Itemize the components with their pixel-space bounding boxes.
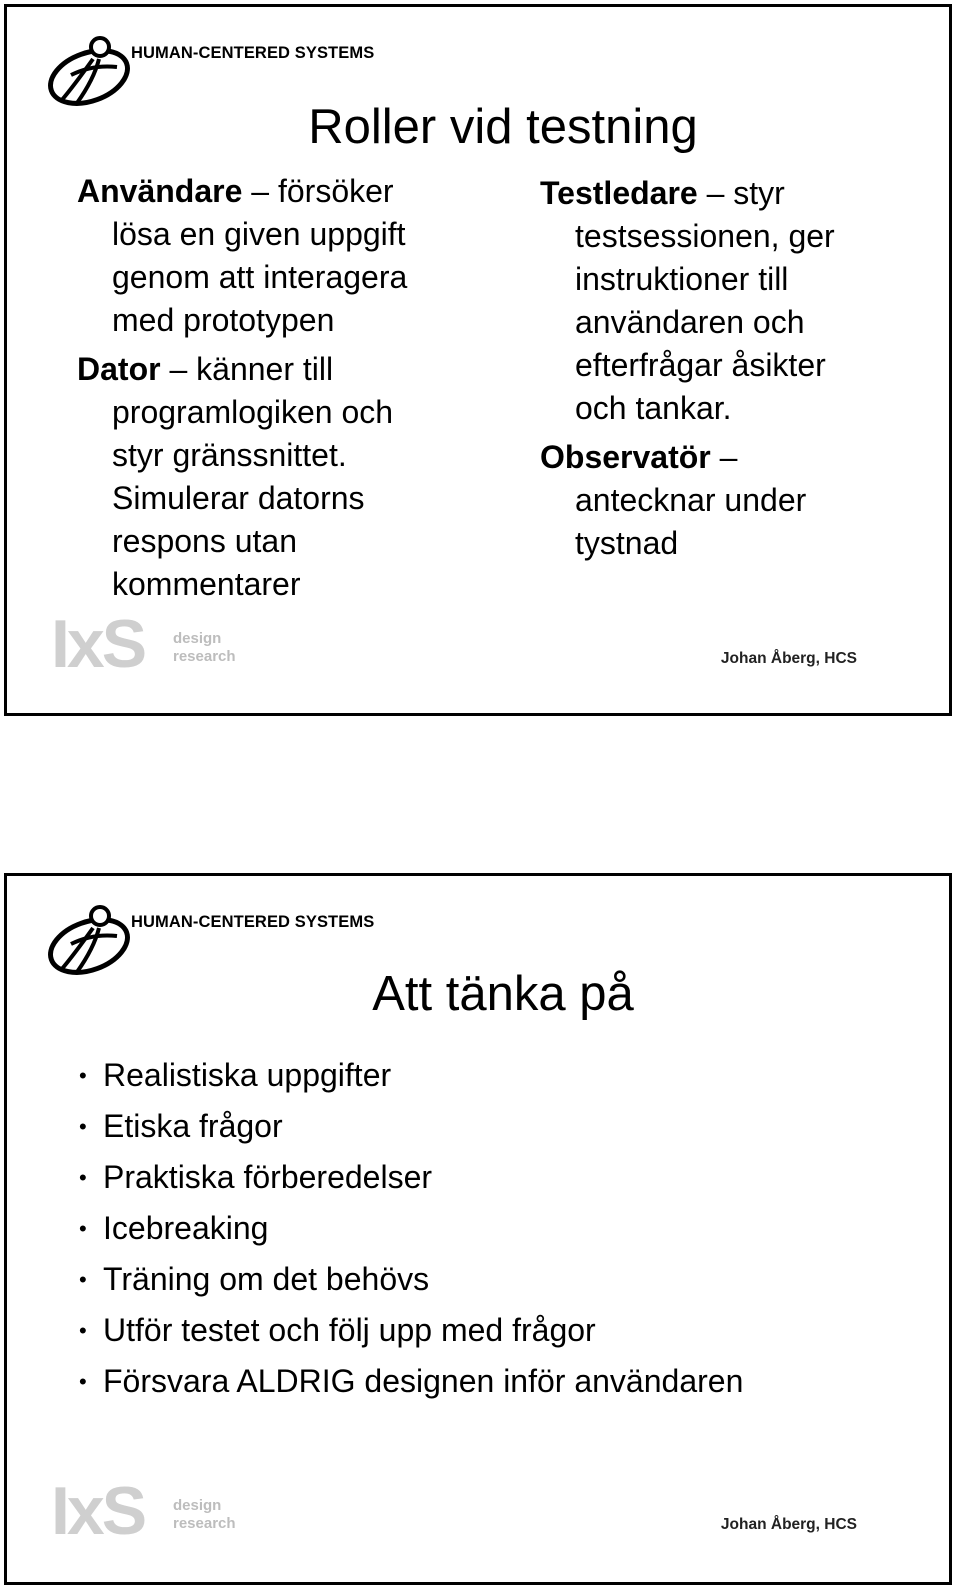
list-item — [79, 1258, 743, 1309]
role-text-line: kommentarer — [112, 566, 301, 602]
list-item-text: Etiska frågor — [103, 1108, 283, 1144]
bullet-symbol: • — [79, 1216, 87, 1241]
list-item-text: Utför testet och följ upp med frågor — [103, 1312, 596, 1348]
role-entry-observator — [540, 436, 940, 565]
role-text-line: genom att interagera — [112, 259, 408, 295]
role-text-line: respons utan — [112, 523, 298, 559]
list-item — [79, 1360, 743, 1411]
ixs-design-research-logo — [47, 603, 237, 679]
role-term: Testledare — [540, 175, 698, 211]
bullet-symbol: • — [79, 1165, 87, 1190]
role-text-line: efterfrågar åsikter — [575, 347, 826, 383]
slide-title: Roller vid testning — [308, 100, 698, 154]
role-entry-anvandare — [77, 170, 497, 342]
role-text-line: testsessionen, ger — [575, 218, 835, 254]
org-name: HUMAN-CENTERED SYSTEMS — [131, 44, 375, 62]
role-entry-testledare — [540, 172, 940, 430]
list-item — [79, 1054, 743, 1105]
list-item — [79, 1156, 743, 1207]
role-term: Dator — [77, 351, 161, 387]
role-text-line: med prototypen — [112, 302, 335, 338]
ixs-logo-line2: research — [173, 648, 236, 665]
role-text-line: lösa en given uppgift — [112, 216, 406, 252]
role-text-line: – — [719, 439, 738, 475]
role-text-line: användaren och — [575, 304, 805, 340]
list-item-text: Träning om det behövs — [103, 1261, 430, 1297]
slide-title: Att tänka på — [372, 967, 634, 1021]
role-text-line: – styr — [706, 175, 785, 211]
bullet-symbol: • — [79, 1318, 87, 1343]
role-text-line: programlogiken och — [112, 394, 394, 430]
role-term: Användare — [77, 173, 243, 209]
list-item — [79, 1309, 743, 1360]
ixs-logo-line2: research — [173, 1515, 236, 1532]
right-column — [540, 172, 940, 571]
role-term: Observatör — [540, 439, 711, 475]
bullet-list — [79, 1054, 743, 1411]
bullet-symbol: • — [79, 1114, 87, 1139]
bullet-symbol: • — [79, 1369, 87, 1394]
role-text-line: antecknar under — [575, 482, 807, 518]
bullet-symbol: • — [79, 1063, 87, 1088]
list-item-text: Försvara ALDRIG designen inför användaren — [103, 1363, 744, 1399]
list-item-text: Praktiska förberedelser — [103, 1159, 433, 1195]
role-text-line: styr gränssnittet. — [112, 437, 347, 473]
slide-roller-vid-testning — [4, 4, 952, 716]
ixs-logo-main: IxS — [51, 606, 145, 679]
author-credit: Johan Åberg, HCS — [720, 650, 857, 667]
left-column — [77, 170, 497, 612]
org-name: HUMAN-CENTERED SYSTEMS — [131, 913, 375, 931]
role-entry-dator — [77, 348, 497, 606]
ixs-logo-line1: design — [173, 630, 222, 647]
list-item-text: Realistiska uppgifter — [103, 1057, 392, 1093]
ixs-design-research-logo — [47, 1470, 237, 1546]
role-text-line: och tankar. — [575, 390, 732, 426]
list-item — [79, 1105, 743, 1156]
slide-att-tanka-pa — [4, 873, 952, 1585]
role-text-line: tystnad — [575, 525, 679, 561]
ixs-logo-line1: design — [173, 1497, 222, 1514]
role-text-line: instruktioner till — [575, 261, 789, 297]
ixs-logo-main: IxS — [51, 1473, 145, 1546]
role-text-line: – känner till — [169, 351, 334, 387]
role-text-line: Simulerar datorns — [112, 480, 365, 516]
bullet-symbol: • — [79, 1267, 87, 1292]
list-item — [79, 1207, 743, 1258]
role-text-line: – försöker — [251, 173, 394, 209]
list-item-text: Icebreaking — [103, 1210, 269, 1246]
author-credit: Johan Åberg, HCS — [720, 1516, 857, 1533]
